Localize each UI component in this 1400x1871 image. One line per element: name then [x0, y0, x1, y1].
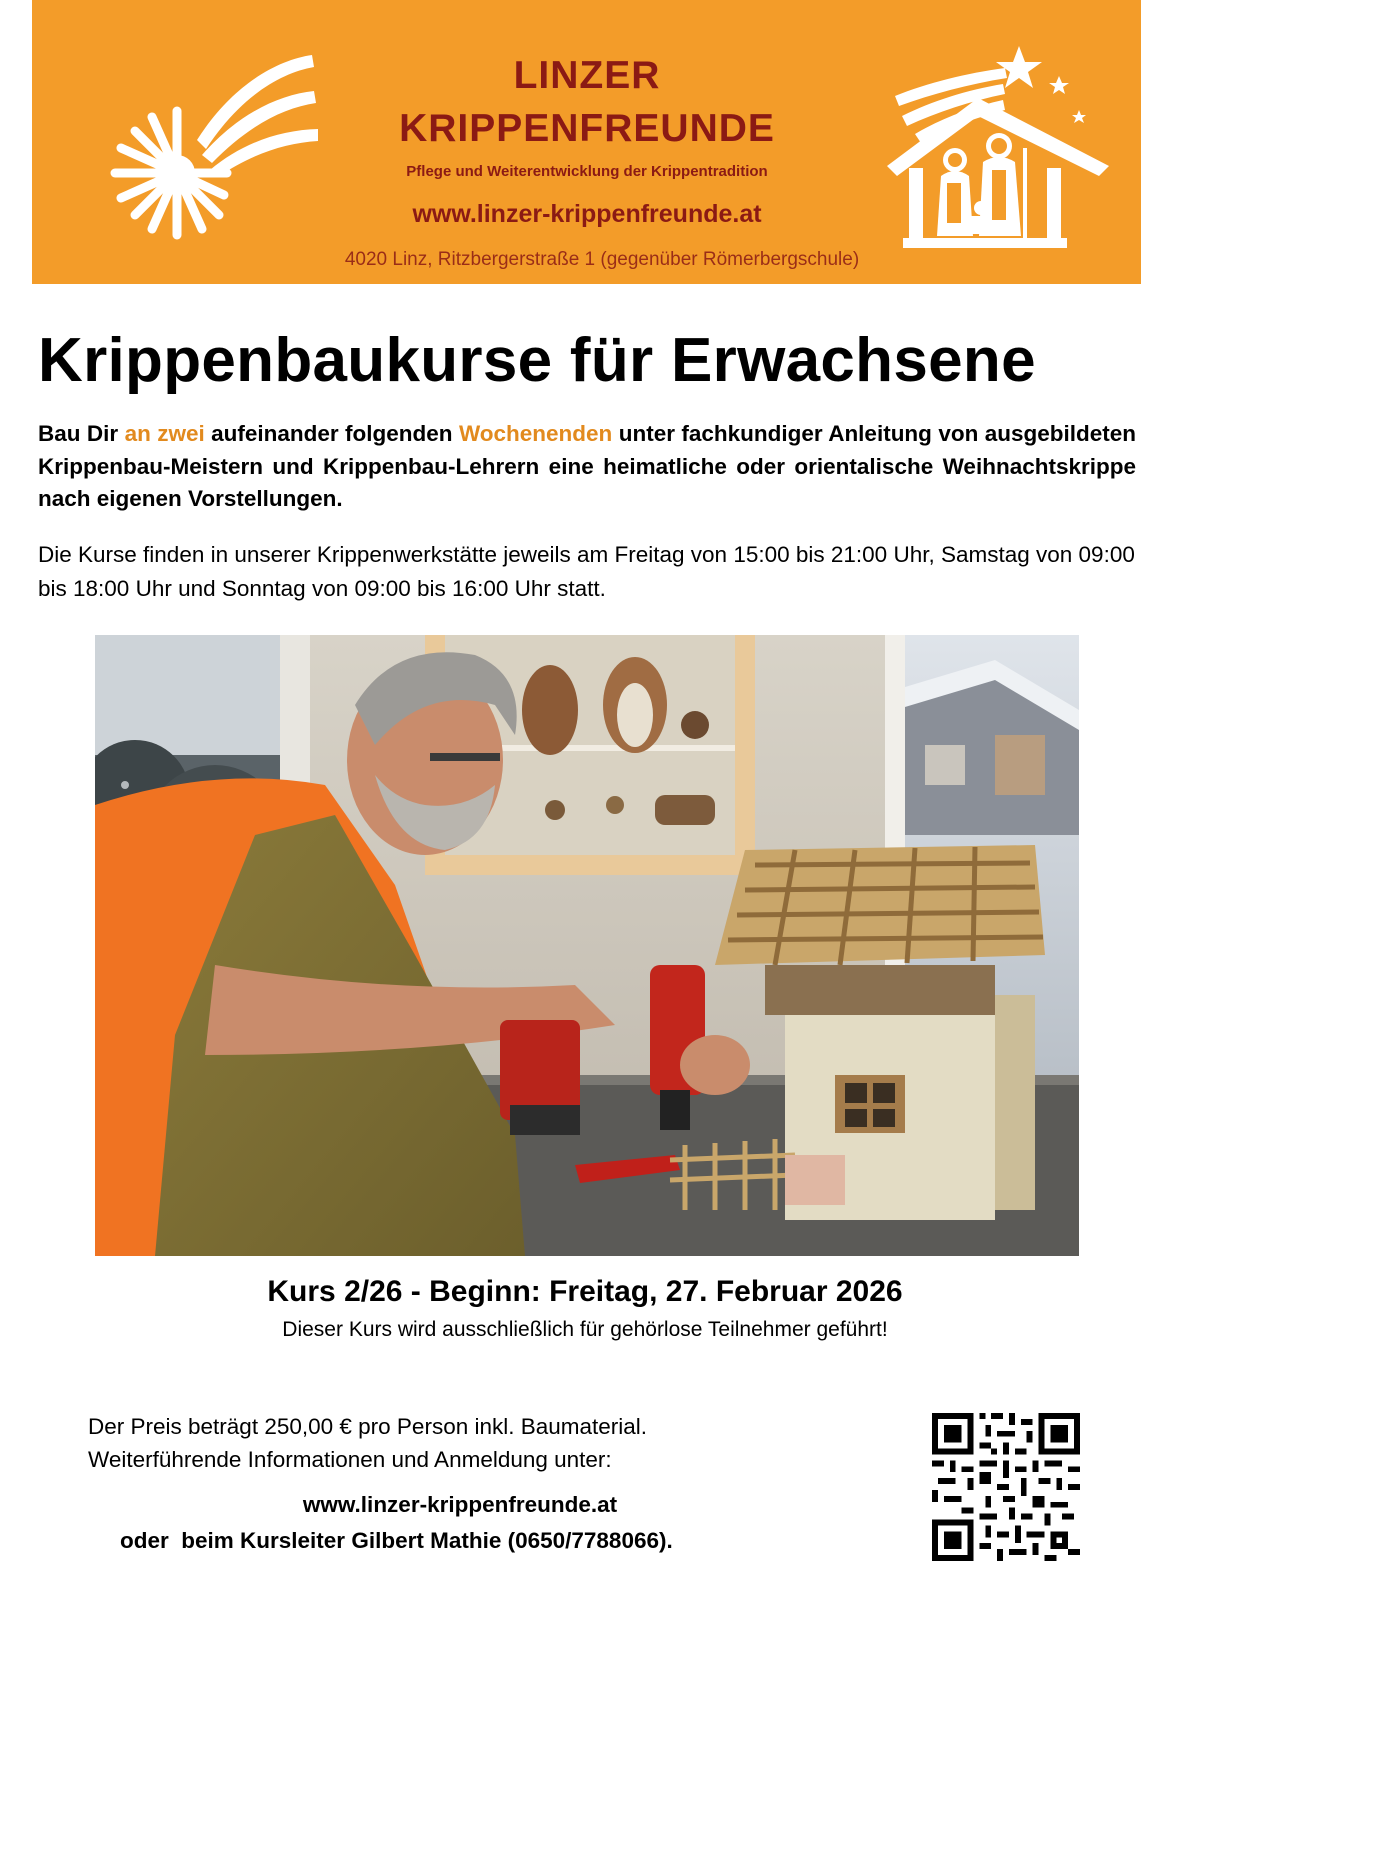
nativity-stable-logo: [847, 38, 1109, 252]
header-banner: [32, 0, 1141, 284]
qr-code[interactable]: [932, 1413, 1080, 1561]
intro-text-3: unter fachkundiger Anleitung von ausgebildeten Krippenbau-Meistern und Krippenbau-Lehrern eine heimatliche oder orientalische Weihnachtskrippe nach eigenen Vorstellungen.: [38, 421, 1136, 511]
price-line: Der Preis beträgt 250,00 € pro Person inkl. Baumaterial.: [88, 1414, 648, 1439]
course-note: Dieser Kurs wird ausschließlich für gehörlose Teilnehmer geführt!: [282, 1318, 888, 1341]
club-address: 4020 Linz, Ritzbergerstraße 1 (gegenüber Römerbergschule): [344, 249, 860, 270]
intro-text-2: aufeinander folgenden: [204, 421, 459, 446]
footer-contact: oder beim Kursleiter Gilbert Mathie (0650/7788066).: [120, 1528, 673, 1553]
club-name-line1: LINZER: [513, 54, 661, 97]
intro-text-1: Bau Dir: [38, 421, 125, 446]
intro-highlight-weekends: Wochenenden: [458, 421, 613, 446]
club-name-line2: KRIPPENFREUNDE: [399, 107, 775, 150]
intro-paragraph: [38, 418, 1136, 516]
header-website-link[interactable]: www.linzer-krippenfreunde.at: [412, 200, 762, 228]
info-line: Weiterführende Informationen und Anmeldung unter:: [88, 1447, 612, 1472]
footer-website-link[interactable]: www.linzer-krippenfreunde.at: [302, 1492, 618, 1517]
shooting-star-logo: [102, 45, 322, 255]
club-tagline: Pflege und Weiterentwicklung der Krippentradition: [406, 163, 768, 180]
intro-highlight-two: an zwei: [124, 421, 205, 446]
course-heading: Kurs 2/26 - Beginn: Freitag, 27. Februar 2026: [267, 1275, 903, 1308]
price-info: [88, 1410, 908, 1476]
schedule-paragraph: Die Kurse finden in unserer Krippenwerkstätte jeweils am Freitag von 15:00 bis 21:00 Uhr, Samstag von 09:00 bis 18:00 Uhr und Sonntag von 09:00 bis 16:00 Uhr statt.: [38, 542, 1135, 601]
workshop-photo: [95, 635, 1079, 1256]
page-title: Krippenbaukurse für Erwachsene: [38, 326, 1036, 395]
